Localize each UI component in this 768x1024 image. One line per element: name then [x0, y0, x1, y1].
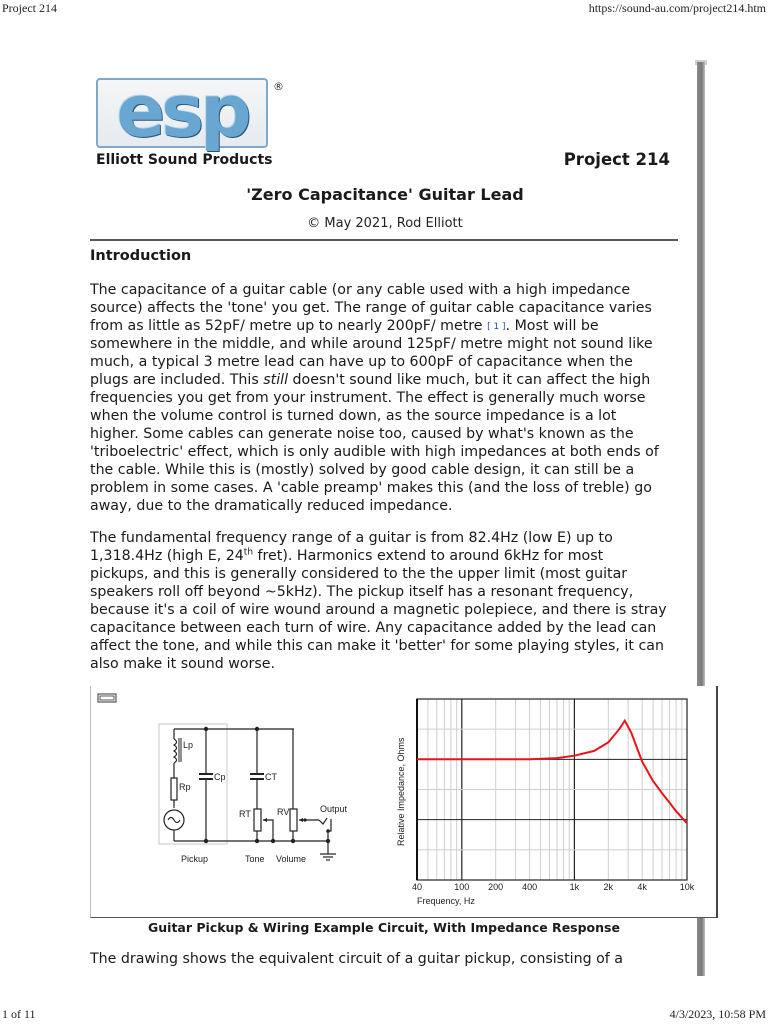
section-heading-introduction: Introduction: [90, 248, 192, 264]
label-tone: Tone: [245, 854, 265, 864]
text-line: speakers roll off beyond ~5kHz). The pickup itself has a resonant frequency,: [90, 584, 634, 600]
label-ct: CT: [265, 772, 277, 782]
x-axis-label: Frequency, Hz: [417, 896, 475, 906]
text-line: . Most will be: [505, 318, 599, 334]
copyright: © May 2021, Rod Elliott: [307, 216, 463, 231]
label-rt: RT: [239, 809, 251, 819]
text-line: from as little as 52pF/ metre up to nearly 200pF/ metre: [90, 318, 488, 334]
text-line: frequencies you get from your instrument. The effect is generally much worse: [90, 390, 646, 406]
text-line: higher. Some cables can generate noise too, caused by what's known as the: [90, 426, 634, 442]
svg-text:400: 400: [522, 882, 538, 892]
print-footer-page: 1 of 11: [2, 1007, 36, 1021]
text-line: fret). Harmonics extend to around 6kHz for most: [253, 548, 604, 564]
project-number: Project 214: [563, 150, 670, 169]
text-line: capacitance between each turn of wire. Any capacitance added by the lead can: [90, 620, 657, 636]
print-header-url: https://sound-au.com/project214.htm: [588, 1, 766, 15]
circuit-diagram: [91, 686, 381, 886]
page-title: 'Zero Capacitance' Guitar Lead: [246, 185, 524, 204]
divider: [90, 239, 678, 241]
svg-text:4k: 4k: [637, 882, 647, 892]
chart-grid: [417, 699, 687, 880]
intro-paragraph-2: [90, 529, 690, 673]
svg-text:1k: 1k: [569, 882, 580, 892]
text-line: source) affects the 'tone' you get. The range of guitar cable capacitance varies: [90, 300, 652, 316]
text-line: The capacitance of a guitar cable (or any cable used with a high impedance: [90, 282, 631, 298]
print-header-title: Project 214: [2, 1, 57, 15]
text-line: much, a typical 3 metre lead can have up to 600pF of capacitance when the: [90, 354, 633, 370]
svg-text:100: 100: [454, 882, 470, 892]
reference-link-1[interactable]: [ 1 ]: [487, 322, 506, 332]
label-lp: Lp: [183, 740, 194, 750]
figure-circuit-and-chart: [90, 686, 718, 918]
text-line: because it's a coil of wire wound around a magnetic polepiece, and there is stray: [90, 602, 667, 618]
text-line: affect the tone, and while this can make it 'better' for some playing styles, it can: [90, 638, 664, 654]
text-line: doesn't sound like much, but it can affect the high: [288, 372, 651, 388]
superscript: th: [243, 547, 254, 558]
svg-text:40: 40: [411, 882, 423, 892]
impedance-chart: [381, 686, 721, 916]
brand-name: Elliott Sound Products: [96, 152, 273, 168]
text-line: the cable. While this is (mostly) solved by good cable design, it can still be a: [90, 462, 635, 478]
emphasis: still: [263, 372, 289, 388]
label-rv: RV: [277, 807, 290, 817]
text-line: problem in some cases. A 'cable preamp' makes this (and the loss of treble) go: [90, 480, 652, 496]
y-axis-label: Relative Impedance, Ohms: [396, 737, 406, 846]
text-line: 1,318.4Hz (high E, 24: [90, 548, 244, 564]
mini-esp-logo-icon: [98, 694, 116, 702]
x-axis-ticks: [412, 882, 695, 892]
text-line: away, due to the dramatically reduced impedance.: [90, 498, 453, 514]
registered-mark: ®: [273, 80, 284, 93]
text-line: somewhere in the middle, and while around 125pF/ metre might not sound like: [90, 336, 653, 352]
label-pickup: Pickup: [181, 854, 209, 864]
label-volume: Volume: [276, 854, 307, 864]
text-line: plugs are included. This: [90, 372, 264, 388]
logo-text: esp: [116, 69, 248, 153]
figure-caption: Guitar Pickup & Wiring Example Circuit, With Impedance Response: [148, 920, 620, 935]
esp-logo: [96, 69, 268, 153]
label-output: Output: [320, 804, 348, 814]
svg-text:10k: 10k: [679, 882, 695, 892]
text-line: also make it sound worse.: [90, 656, 276, 672]
text-line: The fundamental frequency range of a guitar is from 82.4Hz (low E) up to: [90, 530, 613, 546]
label-rp: Rp: [179, 782, 191, 792]
intro-paragraph-1: [90, 281, 690, 515]
svg-text:2k: 2k: [603, 882, 614, 892]
label-cp: Cp: [214, 772, 226, 782]
text-line: when the volume control is turned down, as the source impedance is a lot: [90, 408, 617, 424]
text-line: pickups, and this is generally considered to the the upper limit (most guitar: [90, 566, 628, 582]
paragraph-3: The drawing shows the equivalent circuit of a guitar pickup, consisting of a: [90, 951, 623, 967]
text-line: 'triboelectric' effect, which is only audible with high impedances at both ends of: [90, 444, 659, 460]
impedance-curve: [417, 721, 687, 824]
svg-text:200: 200: [488, 882, 504, 892]
print-footer-datetime: 4/3/2023, 10:58 PM: [669, 1007, 766, 1021]
